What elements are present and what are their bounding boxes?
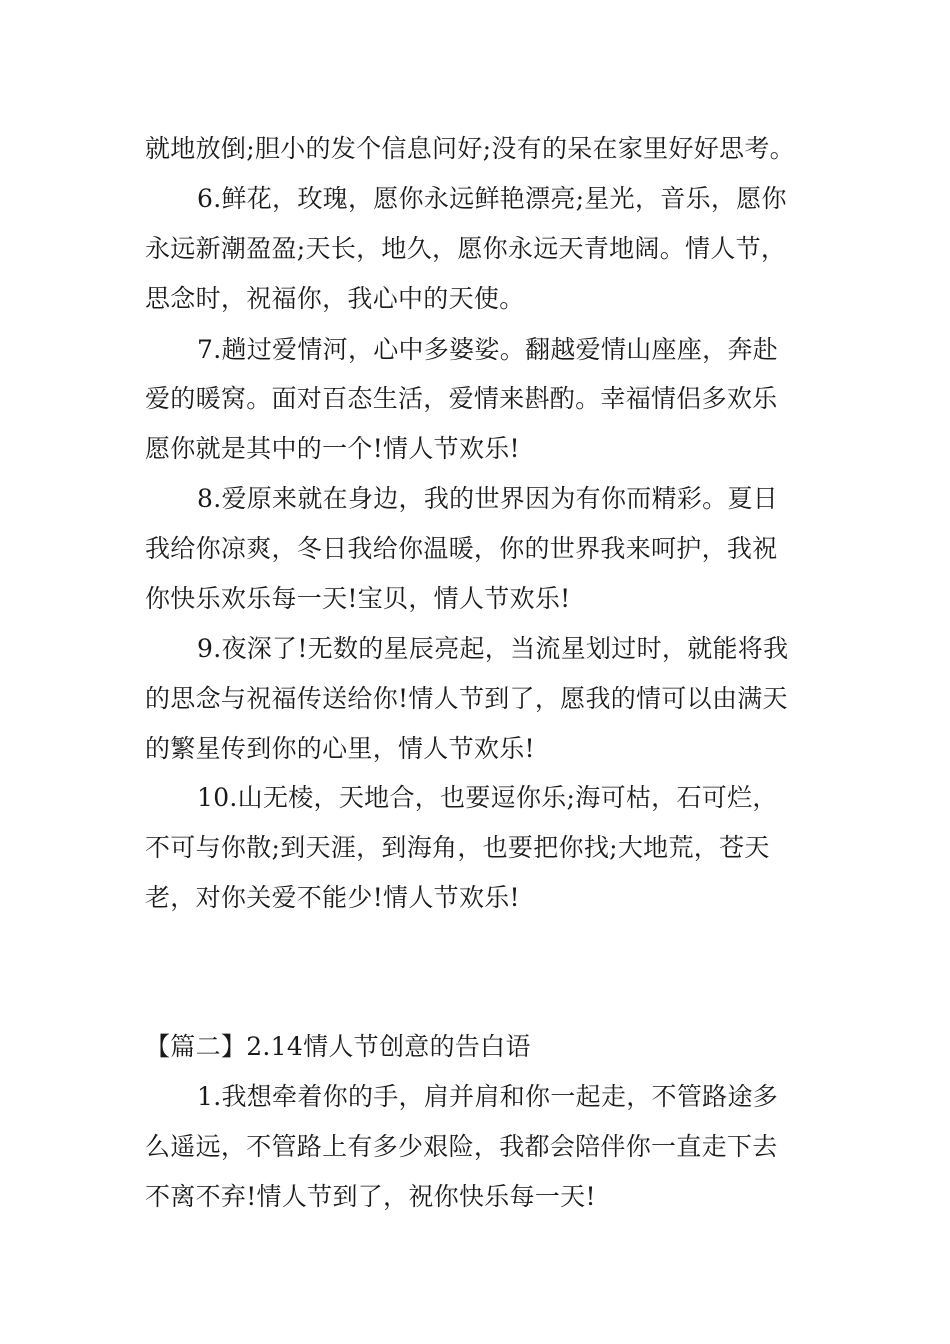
section-heading: 【篇二】2.14情人节创意的告白语 <box>145 1032 531 1061</box>
text-line: 我给你凉爽，冬日我给你温暖，你的世界我来呵护，我祝 <box>145 534 778 563</box>
text-line: 10.山无棱，天地合，也要逗你乐;海可枯，石可烂， <box>197 783 778 812</box>
text-line: 6.鲜花，玫瑰，愿你永远鲜艳漂亮;星光，音乐，愿你 <box>197 184 787 213</box>
text-line: 8.爱原来就在身边，我的世界因为有你而精彩。夏日 <box>197 484 779 513</box>
text-line: 1.我想牵着你的手，肩并肩和你一起走，不管路途多 <box>197 1082 779 1111</box>
text-line: 你快乐欢乐每一天!宝贝，情人节欢乐! <box>145 584 571 613</box>
text-line: 思念时，祝福你，我心中的天使。 <box>145 284 525 313</box>
text-line: 老，对你关爱不能少!情人节欢乐! <box>145 883 520 912</box>
text-line: 不离不弃!情人节到了，祝你快乐每一天! <box>145 1182 596 1211</box>
text-line: 愿你就是其中的一个!情人节欢乐! <box>145 434 520 463</box>
text-line: 永远新潮盈盈;天长，地久，愿你永远天青地阔。情人节， <box>145 234 787 263</box>
text-line: 不可与你散;到天涯，到海角，也要把你找;大地荒，苍天 <box>145 833 770 862</box>
text-line: 爱的暖窝。面对百态生活，爱情来斟酌。幸福情侣多欢乐 <box>145 384 778 413</box>
text-line: 9.夜深了!无数的星辰亮起，当流星划过时，就能将我 <box>197 634 789 663</box>
text-line: 7.趟过爱情河，心中多婆娑。翻越爱情山座座，奔赴 <box>197 335 779 364</box>
text-line: 的思念与祝福传送给你!情人节到了，愿我的情可以由满天 <box>145 684 788 713</box>
text-line: 么遥远，不管路上有多少艰险，我都会陪伴你一直走下去 <box>145 1132 778 1161</box>
text-line: 就地放倒;胆小的发个信息问好;没有的呆在家里好好思考。 <box>145 134 795 163</box>
text-line: 的繁星传到你的心里，情人节欢乐! <box>145 734 535 763</box>
